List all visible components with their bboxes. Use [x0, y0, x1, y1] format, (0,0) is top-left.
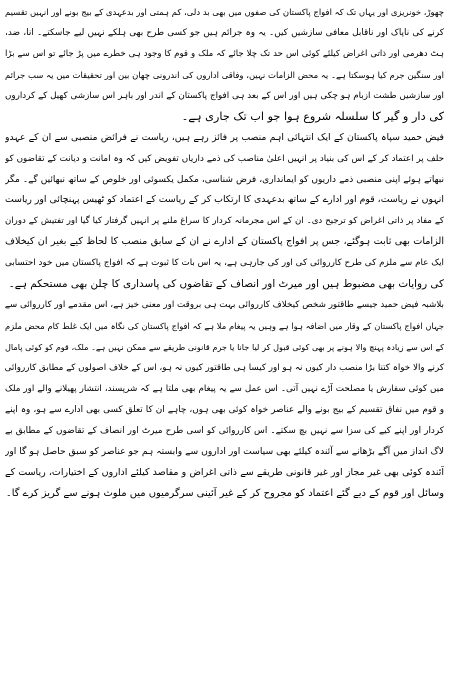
text-line: لاگ انداز میں آگے بڑھانے سے آئندہ کیلئے بھی سیاست اور اداروں سے وابستہ ہم جو عناصر کو سبق حاصل ہو گا اور [5, 445, 444, 457]
text-line: کردار اور اپنے کیے کی سزا سے نہیں بچ سکتے۔ اس کارروائی کو اسی طرح میرٹ اور انصاف کے تقاضوں کے مطابق بے [5, 425, 444, 436]
text-line: جہاں افواج پاکستان کے وقار میں اضافہ ہوا ہے وہیں یہ پیغام ملا ہے کہ افواج پاکستان کی نگاہ میں ایک غلط کام محض ملزم [5, 321, 444, 332]
text-line: و قوم میں نفاق تقسیم کے بیج بونے والے عناصر خواہ کوئی بھی ہوں، چاہے ان کا تعلق کسی بھی ادارے سے ہو، وہ اپنے [5, 404, 444, 415]
text-line: نبھاتے ہوئے اپنی منصبی ذمے داریوں کو ایمانداری، فرض شناسی، مکمل یکسوئی اور خلوص کے ساتھ نبھائیں گے۔ مگر [5, 174, 444, 185]
text-line: اور سازشیں طشت ازبام ہو چکی ہیں اور اس کے بعد ہی افواج پاکستان کے اندر اور باہر اس سازشی کھیل کے کرداروں [5, 90, 444, 101]
text-line: حلف پر اعتماد کر کے اس کی بنیاد پر انہیں اعلیٰ مناصب کی ذمے داریاں تفویض کیں کہ وہ امانت و دیانت کے تقاضوں کو [5, 153, 444, 164]
text-line: ایک عام سے ملزم کی طرح کارروائی کی اور کی جارہی ہے، یہ اس بات کا ثبوت ہے کہ افواج پاکستان میں خود احتسابی [5, 258, 444, 269]
paragraph-3 [5, 295, 444, 504]
text-line: کی روایات بھی مضبوط ہیں اور میرٹ اور انصاف کے تقاضوں کی پاسداری کا چلن بھی مستحکم ہے۔ [8, 278, 444, 291]
text-line: بلاشبہ فیض حمید جیسے طاقتور شخص کیخلاف کارروائی بہت ہی بروقت اور معنی خیز ہے، اس مقدمے اور کارروائی سے [5, 300, 444, 311]
text-line: کرنے کی ناپاک اور ناقابل معافی سازشیں کیں۔ یہ وہ جرائم ہیں جو کسی طرح بھی ہلکے نہیں لیے جاسکتے۔ انا، ضد، [5, 27, 444, 38]
text-line: آئندہ کوئی بھی غیر مجاز اور غیر قانونی طریقے سے ذاتی اغراض و مقاصد کیلئے اداروں کے اختیارات، ریاست کے [5, 466, 444, 478]
text-line: انہوں نے ریاست، قوم اور ادارے کے ساتھ بدعہدی کا ارتکاب کر کے ریاست کے اعتماد کو ٹھیس پہنچائی اور ریاست [5, 194, 444, 206]
text-line: کی دار و گیر کا سلسلہ شروع ہوا جو اب تک جاری ہے۔ [181, 109, 444, 123]
text-line: الزامات بھی ثابت ہوگئے، جس پر افواج پاکستان کے ادارے نے ان کے سابق منصب کا لحاظ کیے بغیر ان کیخلاف [5, 236, 444, 248]
text-line: ہٹ دھرمی اور ذاتی اغراض کیلئے کوئی اس حد تک چلا جائے کہ ملک و قوم کا وجود ہی خطرے میں پڑ جائے تو اس سے بڑا [5, 48, 444, 59]
text-line: فیض حمید سپاہ پاکستان کے ایک انتہائی اہم منصب پر فائز رہے ہیں، ریاست نے فرائض منصبی سے ان کے عہدو [5, 131, 444, 143]
text-line: کے اس سے زیادہ پہنچ والا ہونے پر بھی کوئی قبول کر لیا جانا یا جرم قانونی طریقے سے ممکن نہیں ہے۔ ملک، قوم کو کوئی پامال [5, 342, 444, 352]
text-line: چھوڑ، خونریزی اور یہاں تک کہ افواج پاکستان کی صفوں میں بھی بد دلی، کم ہمتی اور بدعہدی کے بیج بونے اور انہیں تقسیم [5, 7, 444, 17]
text-line: میں کوئی سفارش یا مصلحت آڑے نہیں آتی۔ اس عمل سے یہ پیغام بھی ملتا ہے کہ شرپسند، انتشار پھیلانے والے اور ملک [5, 383, 444, 394]
paragraph-1 [5, 2, 444, 128]
text-line: کے مفاد پر ذاتی اغراض کو ترجیح دی۔ ان کے اس مجرمانہ کردار کا سراغ ملنے پر انہیں گرفتار کیا گیا اور تفتیش کے دوران [5, 216, 444, 227]
text-line: اور سنگین جرم کیا ہوسکتا ہے۔ یہ محض الزامات نہیں، وفاقی اداروں کی اندرونی چھان بین اور تحقیقات میں یہ سب جرائم [5, 69, 444, 80]
text-line: وسائل اور قوم کے دیے گئے اعتماد کو مجروح کر کے غیر آئینی سرگرمیوں میں ملوث ہونے سے گریز کرے گا۔ [5, 487, 444, 499]
paragraph-2 [5, 128, 444, 296]
text-line: کرنے والا خواہ کتنا بڑا منصب دار کیوں نہ ہو اور کیسا ہی طاقتور کیوں نہ ہو، اس کے خلاف اصولوں کے مطابق کارروائی [5, 362, 444, 373]
